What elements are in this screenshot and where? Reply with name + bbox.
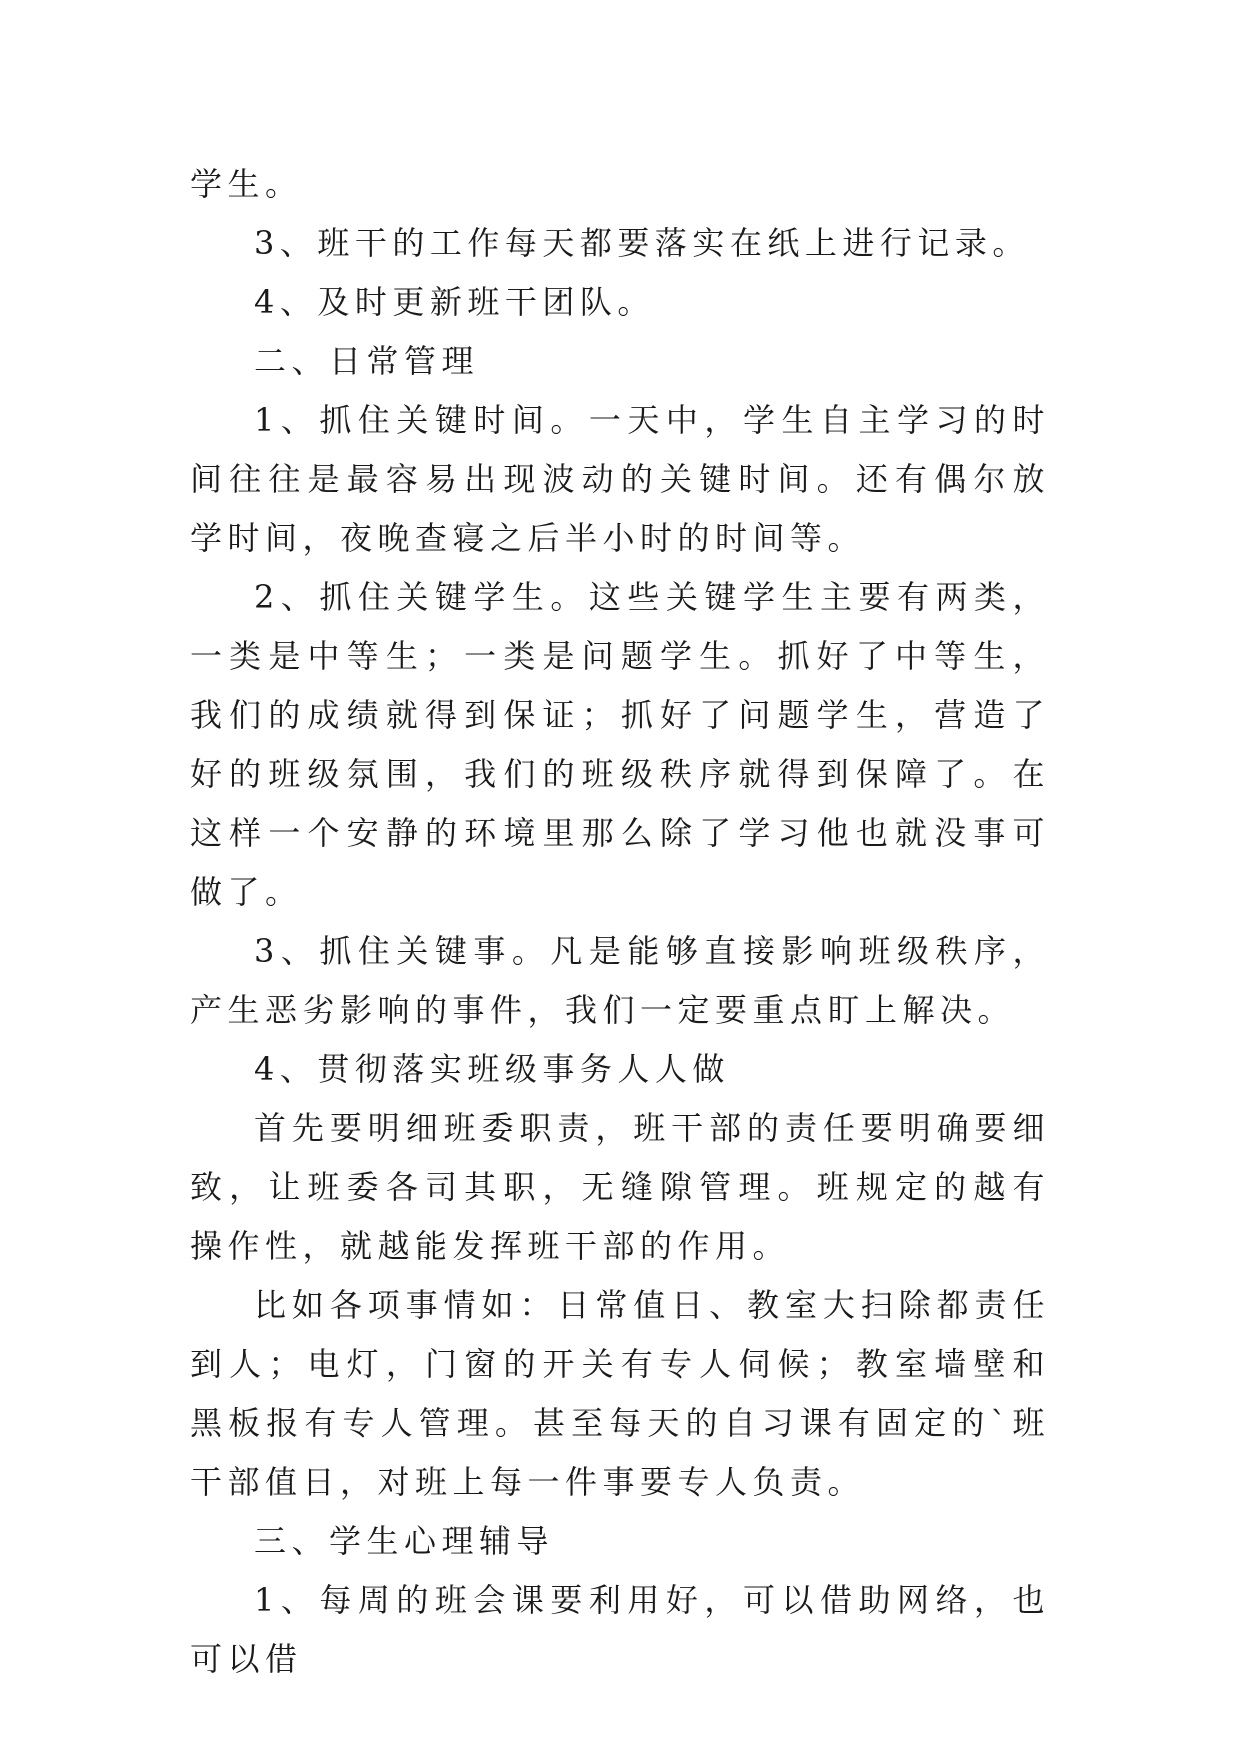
paragraph-item-3: 3、班干的工作每天都要落实在纸上进行记录。 — [254, 224, 1030, 262]
paragraph-key-time: 1、抓住关键时间。一天中，学生自主学习的时间往往是最容易出现波动的关键时间。还有偶尔放学时间，夜晚查寝之后半小时的时间等。 — [190, 401, 1050, 557]
paragraph-committee-duties: 首先要明细班委职责，班干部的责任要明确要细致，让班委各司其职，无缝隙管理。班规定的越有操作性，就越能发挥班干部的作用。 — [190, 1109, 1050, 1265]
paragraph-item-4: 4、及时更新班干团队。 — [254, 283, 655, 321]
section-heading-daily-management: 二、日常管理 — [254, 342, 480, 380]
paragraph-key-students: 2、抓住关键学生。这些关键学生主要有两类，一类是中等生；一类是问题学生。抓好了中等生，我们的成绩就得到保证；抓好了问题学生，营造了好的班级氛围，我们的班级秩序就得到保障了。在这样一个安静的环境里那么除了学习他也就没事可做了。 — [190, 578, 1050, 911]
paragraph-class-meeting: 1、每周的班会课要利用好，可以借助网络，也可以借 — [190, 1581, 1050, 1678]
paragraph-class-affairs: 4、贯彻落实班级事务人人做 — [254, 1050, 730, 1088]
section-heading-psych-guidance: 三、学生心理辅导 — [254, 1522, 555, 1560]
paragraph-key-events: 3、抓住关键事。凡是能够直接影响班级秩序，产生恶劣影响的事件，我们一定要重点盯上解决。 — [190, 932, 1050, 1029]
document-body — [190, 155, 1050, 1689]
paragraph-continuation: 学生。 — [190, 165, 303, 203]
paragraph-examples: 比如各项事情如：日常值日、教室大扫除都责任到人；电灯，门窗的开关有专人伺候；教室墙壁和黑板报有专人管理。甚至每天的自习课有固定的`班干部值日，对班上每一件事要专人负责。 — [190, 1286, 1050, 1501]
